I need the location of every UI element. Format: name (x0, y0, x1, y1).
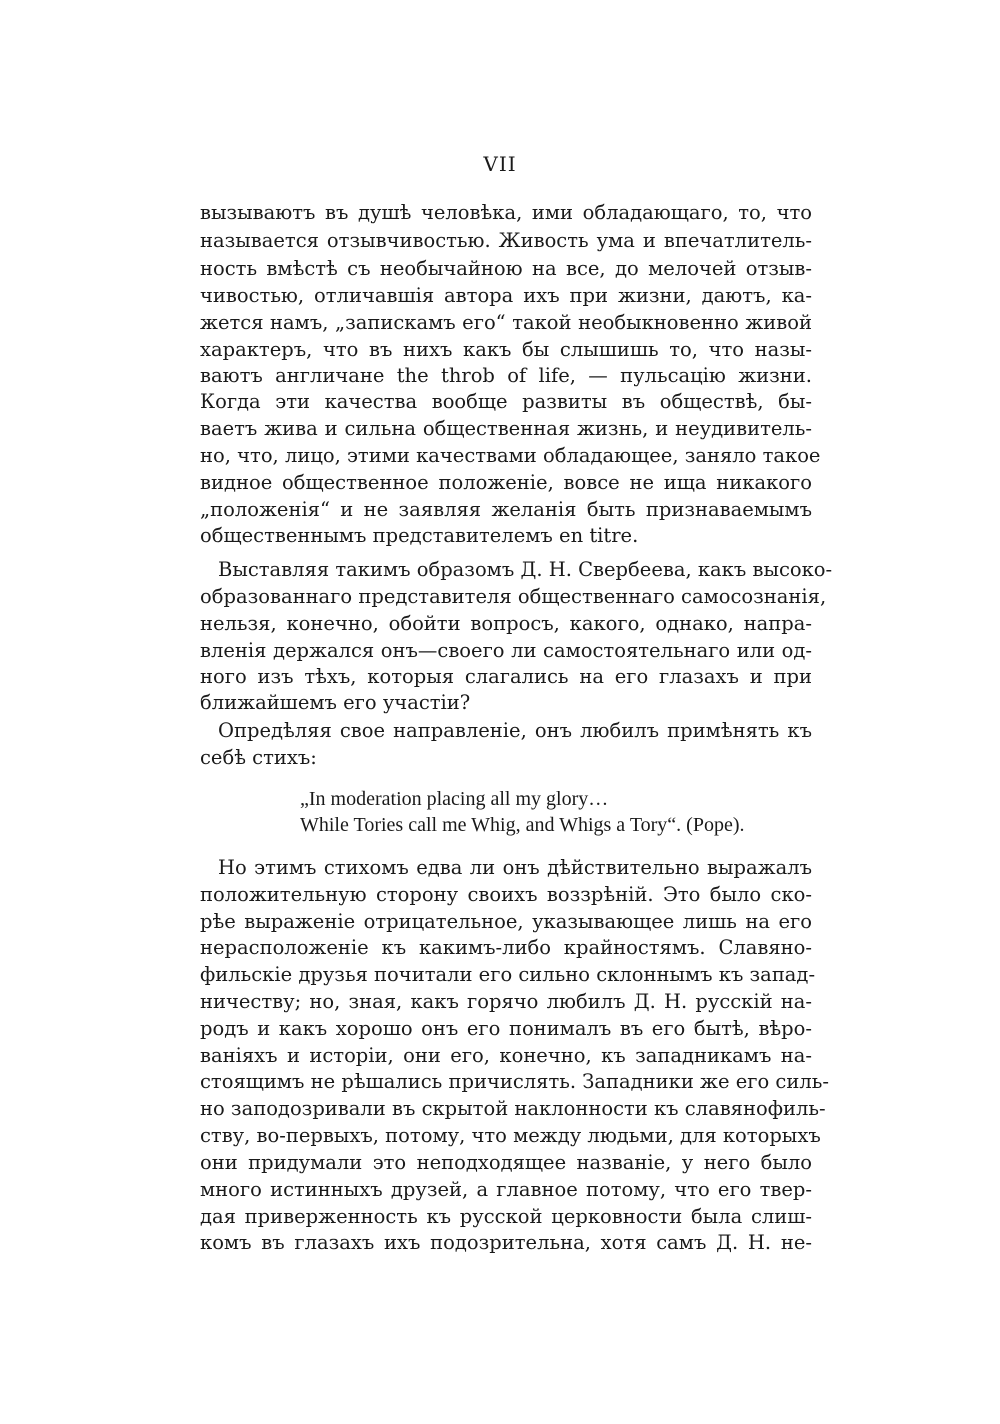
text-line: комъ въ глазахъ ихъ подозрительна, хотя самъ Д. Н. не- (200, 1231, 812, 1254)
text-line: родъ и какъ хорошо онъ его понималъ въ его бытѣ, вѣро- (200, 1017, 812, 1040)
text-line: дая приверженность къ русской церковности была слиш- (200, 1205, 812, 1228)
text-line: Когда эти качества вообще развиты въ обществѣ, бы- (200, 390, 812, 413)
text-line: ближайшемъ его участіи? (200, 691, 471, 714)
text-line: называется отзывчивостью. Живость ума и впечатлитель- (200, 229, 812, 252)
text-line: рѣе выраженіе отрицательное, указывающее лишь на его (200, 910, 812, 933)
text-line: нельзя, конечно, обойти вопросъ, какого, однако, напра- (200, 612, 812, 635)
text-line: образованнаго представителя общественнаго самосознанія, (200, 585, 827, 608)
text-line: положительную сторону своихъ воззрѣній. Это было ско- (200, 883, 812, 906)
text-line: ность вмѣстѣ съ необычайною на все, до мелочей отзыв- (200, 257, 812, 280)
text-line: ваетъ жива и сильна общественная жизнь, и неудивитель- (200, 417, 812, 440)
page-number: VII (483, 152, 517, 176)
text-line: фильскіе друзья почитали его сильно склоннымъ къ запад- (200, 963, 816, 986)
text-line: ству, во-первыхъ, потому, что между людьми, для которыхъ (200, 1124, 821, 1147)
text-line: Опредѣляя свое направленіе, онъ любилъ примѣнять къ (218, 719, 812, 742)
text-line: себѣ стихъ: (200, 746, 317, 769)
text-line: ваніяхъ и исторіи, они его, конечно, къ западникамъ на- (200, 1044, 812, 1067)
text-line: они придумали это неподходящее названіе, у него было (200, 1151, 812, 1174)
text-line: Выставляя такимъ образомъ Д. Н. Свербеева, какъ высоко- (218, 558, 833, 581)
text-line: но заподозривали въ скрытой наклонности къ славянофиль- (200, 1097, 826, 1120)
text-line: много истинныхъ друзей, а главное потому, что его твер- (200, 1178, 812, 1201)
text-line: но, что, лицо, этими качествами обладающее, заняло такое (200, 444, 821, 467)
text-line: видное общественное положеніе, вовсе не ища никакого (200, 471, 812, 494)
text-line: стоящимъ не рѣшались причислять. Западники же его силь- (200, 1070, 829, 1093)
text-line: ного изъ тѣхъ, которыя слагались на его глазахъ и при (200, 665, 812, 688)
text-line: общественнымъ представителемъ en titre. (200, 524, 639, 547)
text-line: ничеству; но, зная, какъ горячо любилъ Д. Н. русскій на- (200, 990, 812, 1013)
text-line: ваютъ англичане the throb of life, — пульсацію жизни. (200, 364, 812, 387)
text-line: жется намъ, „запискамъ его“ такой необыкновенно живой (200, 311, 812, 334)
text-line: „положенія“ и не заявляя желанія быть признаваемымъ (200, 498, 812, 521)
text-line: характеръ, что въ нихъ какъ бы слышишь то, что назы- (200, 338, 812, 361)
text-line: вленія держался онъ—своего ли самостоятельнаго или од- (200, 639, 812, 662)
verse-line: While Tories call me Whig, and Whigs a Tory“. (Pope). (300, 814, 745, 836)
text-line: нерасположеніе къ какимъ-либо крайностямъ. Славяно- (200, 936, 812, 959)
verse-line: „In moderation placing all my glory… (300, 788, 609, 810)
text-line: чивостью, отличавшія автора ихъ при жизни, даютъ, ка- (200, 284, 812, 307)
text-line: Но этимъ стихомъ едва ли онъ дѣйствительно выражалъ (218, 856, 812, 879)
text-line: вызываютъ въ душѣ человѣка, ими обладающаго, то, что (200, 201, 812, 224)
